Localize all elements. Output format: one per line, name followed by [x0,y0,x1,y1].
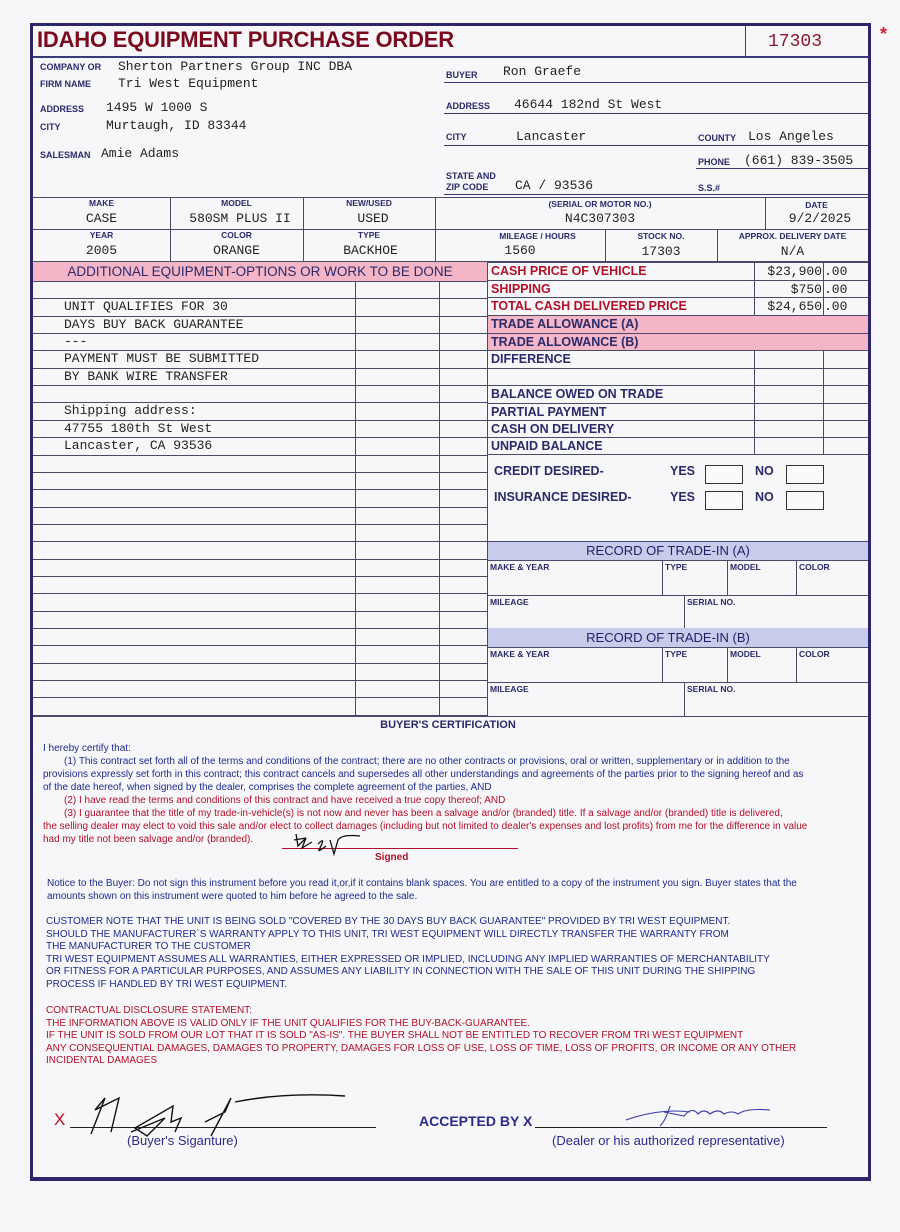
customer-note-line: PROCESS IF HANDLED BY TRI WEST EQUIPMENT. [46,978,288,990]
fin-row-label: SHIPPING [491,282,551,296]
trade-in-serial-label: SERIAL NO. [687,597,736,607]
fin-row-label: PARTIAL PAYMENT [491,405,607,419]
trade-in-make-year-label: MAKE & YEAR [490,562,550,572]
fin-row-cents[interactable]: .00 [824,282,848,297]
star-icon: * [880,24,888,44]
model-label: MODEL [221,198,252,208]
fin-row-label: TOTAL CASH DELIVERED PRICE [491,299,687,313]
fin-row-label: CASH ON DELIVERY [491,422,615,436]
buyer-label: BUYER [446,70,478,80]
options-rule [33,507,487,508]
buyer-city-underline [444,145,868,146]
signed-label: Signed [375,852,409,863]
notice-line1: Notice to the Buyer: Do not sign this instrument before you read it,or,if it contains blank spaces. You are entitled to a copy of the instrument you sign. Buyer states that the [47,878,797,889]
salesman-label: SALESMAN [40,150,91,160]
trade-in-type-label: TYPE [665,562,688,572]
options-rule [33,385,487,386]
disclosure-line: ANY CONSEQUENTIAL DAMAGES, DAMAGES TO PROPERTY, DAMAGES FOR LOSS OF USE, LOSS OF TIME, LOSS OF PROFITS, OR INCOME OR ANY OTHER [46,1042,797,1054]
insurance-yes-checkbox[interactable] [705,491,743,510]
fin-row-dollars[interactable]: $23,900 [767,264,822,279]
fin-row-cents[interactable]: .00 [824,299,848,314]
fin-row-rule [488,350,868,351]
fin-row-rule [488,454,868,455]
options-rule [33,697,487,698]
options-rule [33,576,487,577]
salesman-field[interactable]: Amie Adams [101,146,180,161]
stock-label: STOCK NO. [637,231,685,241]
fin-row-label: DIFFERENCE [491,352,571,366]
trade-in-title: RECORD OF TRADE-IN (A) [586,543,750,558]
date-label: DATE [805,200,828,210]
options-col-divider-1 [355,281,356,716]
customer-note-line: TRI WEST EQUIPMENT ASSUMES ALL WARRANTIES, EITHER EXPRESSED OR IMPLIED, INCLUDING ANY IMPLIED WARRANTIES OF MERCHANTABILITY [46,953,770,965]
options-rule [33,472,487,473]
dealer-signature-icon [620,1098,780,1134]
state-zip-label-2: ZIP CODE [446,182,489,192]
options-rule [33,611,487,612]
trade-in-mileage-label: MILEAGE [490,684,529,694]
trade-in-divider [684,595,685,629]
credit-desired-label: CREDIT DESIRED- [494,464,604,478]
phone-field[interactable]: (661) 839-3505 [744,153,854,168]
state-zip-label-1: STATE AND [446,171,496,181]
trade-in-model-label: MODEL [730,562,761,572]
mileage-field[interactable]: 1560 [504,243,536,258]
cert-p3-line3: had my title not been salvage and/or (branded). [43,834,254,845]
customer-note-line: THE MANUFACTURER TO THE CUSTOMER [46,941,251,952]
buyer-address-label: ADDRESS [446,101,491,111]
trade-in-rule [488,647,868,648]
options-note-line[interactable]: PAYMENT MUST BE SUBMITTED [64,351,260,366]
company-label-1: COMPANY OR [40,62,102,72]
options-rule [33,593,487,594]
cert-initials-signature-icon [290,828,380,858]
company-label-2: FIRM NAME [40,79,91,89]
delivery-field[interactable]: N/A [780,244,805,259]
customer-note-line: SHOULD THE MANUFACTURER`S WARRANTY APPLY TO THIS UNIT, TRI WEST EQUIPMENT WILL DIRECTLY TRANSFER THE WARRANTY FROM [46,928,729,940]
serial-label: (SERIAL OR MOTOR NO.) [548,199,652,209]
options-note-line[interactable]: BY BANK WIRE TRANSFER [64,369,228,384]
year-field[interactable]: 2005 [85,243,118,258]
fin-row-rule [488,437,868,438]
cert-p1-line1: (1) This contract set forth all of the terms and conditions of the contract; there are no other contracts or provisions, oral or written, supplementary or in addition to the [64,756,790,767]
options-rule [33,715,487,716]
fin-row-rule [488,385,868,386]
cert-p2: (2) I have read the terms and conditions of this contract and have received a true copy thereof; AND [64,795,506,806]
buyer-x-mark: X [54,1110,66,1129]
dealer-signature-caption: (Dealer or his authorized representative) [552,1133,785,1148]
trade-in-mileage-label: MILEAGE [490,597,529,607]
trade-in-divider [662,647,663,682]
customer-note-line: OR FITNESS FOR A PARTICULAR PURPOSES, AND ASSUMES ANY LIABILITY IN CONNECTION WITH THE SALE OF THIS UNIT DURING THE SHIPPING [46,966,756,977]
options-rule [33,489,487,490]
color-label: COLOR [221,230,252,240]
trade-in-color-label: COLOR [799,649,830,659]
cert-p3-line2: the selling dealer may elect to void this sale and/or elect to collect damages (including but not limited to dealer's expenses and lost profits) from me for the difference in value [43,821,808,832]
fin-row-rule [488,403,868,404]
date-field[interactable]: 9/2/2025 [788,211,852,226]
fin-row-rule [488,297,868,298]
options-col-divider-2 [439,281,440,716]
trade-in-title: RECORD OF TRADE-IN (B) [586,630,750,645]
options-rule [33,663,487,664]
disclosure-line: THE INFORMATION ABOVE IS VALID ONLY IF THE UNIT QUALIFIES FOR THE BUY-BACK-GUARANTEE. [46,1017,530,1029]
disclosure-line: IF THE UNIT IS SOLD FROM OUR LOT THAT IT IS SOLD "AS-IS". THE BUYER SHALL NOT BE ENTITLED TO RECOVER FROM TRI WEST EQUIPMENT [46,1030,744,1041]
cert-p1-line3: of the date hereof, when signed by the dealer, comprises the complete agreement of the parties, AND [43,782,492,793]
credit-yes-label: YES [670,464,696,478]
trade-in-color-label: COLOR [799,562,830,572]
header-rule [33,56,868,58]
credit-yes-checkbox[interactable] [705,465,743,484]
options-rule [33,559,487,560]
cert-p1-line2: provisions expressly set forth in this contract; this contract cancels and supersedes all other understandings and agreements of the parties prior to the signing hereof and as [43,769,804,780]
buyer-city-field[interactable]: Lancaster [516,129,587,144]
options-note-line[interactable]: UNIT QUALIFIES FOR 30 [64,299,228,314]
trade-in-rule [488,560,868,561]
trade-in-rule [488,595,868,596]
options-note-line[interactable]: DAYS BUY BACK GUARANTEE [64,317,244,332]
options-note-line[interactable]: --- [64,334,88,349]
serial-field[interactable]: N4C307303 [564,211,636,226]
trade-in-divider [796,560,797,595]
options-rule [33,645,487,646]
options-header: ADDITIONAL EQUIPMENT-OPTIONS OR WORK TO BE DONE [67,264,453,279]
seller-city-label: CITY [40,122,61,132]
cert-intro: I hereby certify that: [43,743,131,754]
options-rule [33,524,487,525]
notice-line2: amounts shown on this instrument were quoted to him before he agreed to the sale. [47,891,418,902]
seller-address-field[interactable]: 1495 W 1000 S [106,100,208,115]
buyer-signature-caption: (Buyer's Siganture) [127,1133,238,1148]
fin-row-label: TRADE ALLOWANCE (B) [491,335,639,349]
options-rule [33,281,487,282]
options-rule [33,541,487,542]
fin-row-dollars[interactable]: $750 [790,282,822,297]
county-label: COUNTY [698,133,736,143]
options-note-line[interactable]: 47755 180th St West [64,421,213,436]
trade-in-model-label: MODEL [730,649,761,659]
trade-in-divider [727,560,728,595]
fin-row-rule [488,315,868,316]
fin-row-label: BALANCE OWED ON TRADE [491,387,664,401]
trade-in-type-label: TYPE [665,649,688,659]
seller-address-label: ADDRESS [40,104,85,114]
new-used-label: NEW/USED [346,198,392,208]
fin-row-rule [488,368,868,369]
fin-row-rule [488,262,868,263]
company-name-line-2[interactable]: Tri West Equipment [118,76,259,91]
customer-note-line: CUSTOMER NOTE THAT THE UNIT IS BEING SOLD "COVERED BY THE 30 DAYS BUY BACK GUARANTEE" PROVIDED BY TRI WEST EQUIPMENT. [46,916,731,927]
buyer-underline [444,82,868,83]
trade-in-serial-label: SERIAL NO. [687,684,736,694]
fin-row-label: UNPAID BALANCE [491,439,603,453]
phone-underline [696,168,868,169]
ss-label: S.S.# [698,183,721,193]
type-label: TYPE [357,230,381,240]
fin-row-label: CASH PRICE OF VEHICLE [491,264,647,278]
type-field[interactable]: BACKHOE [343,243,398,258]
options-rule [33,680,487,681]
buyer-address-field[interactable]: 46644 182nd St West [514,97,663,112]
seller-city-field[interactable]: Murtaugh, ID 83344 [106,118,247,133]
fin-row-rule [488,333,868,334]
trade-in-rule [488,541,868,542]
options-note-line[interactable]: Lancaster, CA 93536 [64,438,213,453]
fin-row-label: TRADE ALLOWANCE (A) [491,317,639,331]
credit-no-checkbox[interactable] [786,465,824,484]
trade-in-divider [662,560,663,595]
buyer-city-label: CITY [446,132,467,142]
color-field[interactable]: ORANGE [213,243,260,258]
state-zip-underline [444,194,868,195]
options-rule [33,333,487,334]
trade-in-divider [727,647,728,682]
options-note-line[interactable]: Shipping address: [64,403,197,418]
form-title: IDAHO EQUIPMENT PURCHASE ORDER [37,27,454,52]
buyer-name-field[interactable]: Ron Graefe [503,64,582,79]
insurance-no-checkbox[interactable] [786,491,824,510]
fin-row-cents[interactable]: .00 [824,264,848,279]
delivery-label: APPROX. DELIVERY DATE [738,231,847,241]
trade-in-rule [488,682,868,683]
fin-row-rule [488,280,868,281]
make-field[interactable]: CASE [85,211,118,226]
cert-p3-line1: (3) I guarantee that the title of my trade-in-vehicle(s) is not now and never has been a salvage and/or (branded) title. If a salvage and/or (branded) title is delivered, [64,808,783,819]
upper-section-bottom [33,716,868,717]
header-divider [745,26,746,56]
insurance-desired-label: INSURANCE DESIRED- [494,490,632,504]
insurance-yes-label: YES [670,490,696,504]
credit-no-label: NO [755,464,774,478]
disclosure-line: INCIDENTAL DAMAGES [46,1055,158,1066]
disclosure-line: CONTRACTUAL DISCLOSURE STATEMENT: [46,1005,252,1016]
year-label: YEAR [89,230,114,240]
options-rule [33,628,487,629]
insurance-no-label: NO [755,490,774,504]
company-name-line-1[interactable]: Sherton Partners Group INC DBA [118,59,353,74]
state-zip-field[interactable]: CA / 93536 [515,178,594,193]
order-number: 17303 [768,32,823,52]
model-field[interactable]: 580SM PLUS II [189,211,291,226]
stock-field[interactable]: 17303 [641,244,681,259]
accepted-by-label: ACCEPTED BY X [419,1113,533,1129]
make-label: MAKE [88,198,115,208]
mileage-label: MILEAGE / HOURS [499,231,576,241]
trade-in-make-year-label: MAKE & YEAR [490,649,550,659]
county-field[interactable]: Los Angeles [748,129,834,144]
trade-in-divider [684,682,685,716]
fin-row-dollars[interactable]: $24,650 [767,299,822,314]
phone-label: PHONE [698,157,731,167]
fin-row-rule [488,420,868,421]
fin-col-dollars [754,262,755,454]
new-used-field[interactable]: USED [357,211,389,226]
buyer-address-underline [444,113,868,114]
options-rule [33,455,487,456]
certification-title: BUYER'S CERTIFICATION [380,719,516,731]
trade-in-divider [796,647,797,682]
